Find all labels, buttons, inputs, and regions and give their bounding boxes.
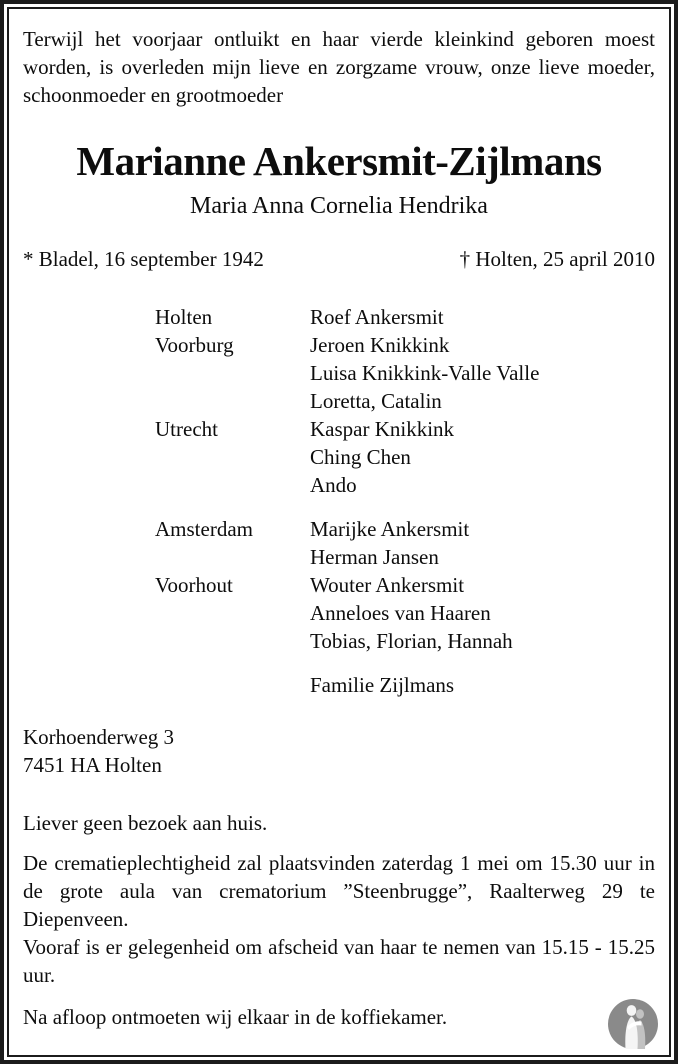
family-place: Voorburg xyxy=(155,333,234,357)
family-member-name: Luisa Knikkink-Valle Valle xyxy=(310,361,540,385)
family-place: Holten xyxy=(155,305,213,329)
family-member-name: Familie Zijlmans xyxy=(310,673,455,697)
family-place: Voorhout xyxy=(155,573,233,597)
family-row xyxy=(155,671,655,699)
family-member-name: Ando xyxy=(310,473,357,497)
family-member-name: Anneloes van Haaren xyxy=(310,601,491,625)
family-member-name: Roef Ankersmit xyxy=(310,305,444,329)
birth-death-dates-row xyxy=(23,245,655,273)
family-place xyxy=(155,627,310,655)
family-place: Utrecht xyxy=(155,417,218,441)
family-row xyxy=(155,415,655,443)
family-member-name: Wouter Ankersmit xyxy=(310,573,465,597)
family-place xyxy=(155,387,310,415)
death-date: † Holten, 25 april 2010 xyxy=(459,247,655,271)
family-list xyxy=(155,303,655,699)
family-place xyxy=(155,443,310,471)
family-member-name: Ching Chen xyxy=(310,445,411,469)
correspondence-address xyxy=(23,723,655,779)
family-row xyxy=(155,599,655,627)
family-place xyxy=(155,471,310,499)
closing-line: Na afloop ontmoeten wij elkaar in de koffiekamer. xyxy=(23,1005,448,1029)
obituary-inner-frame xyxy=(7,7,671,1057)
address-street: Korhoenderweg 3 xyxy=(23,725,175,749)
family-member-name: Jeroen Knikkink xyxy=(310,333,450,357)
embracing-figures-icon xyxy=(608,999,658,1049)
family-row xyxy=(155,515,655,543)
family-place xyxy=(155,599,310,627)
family-row xyxy=(155,331,655,359)
intro-paragraph: Terwijl het voorjaar ontluikt en haar vierde kleinkind geboren moest worden, is overleden mijn lieve en zorgzame vrouw, onze lieve moeder, schoonmoeder en grootmoeder xyxy=(23,27,655,107)
birth-date: * Bladel, 16 september 1942 xyxy=(23,247,264,271)
family-place xyxy=(155,671,310,699)
family-member-name: Marijke Ankersmit xyxy=(310,517,470,541)
deceased-name-title: Marianne Ankersmit-Zijlmans xyxy=(76,138,602,184)
family-row xyxy=(155,627,655,655)
family-row xyxy=(155,359,655,387)
family-row xyxy=(155,443,655,471)
family-place xyxy=(155,359,310,387)
farewell-time-details: Vooraf is er gelegenheid om afscheid van haar te nemen van 15.15 - 15.25 uur. xyxy=(23,935,655,987)
family-row xyxy=(155,471,655,499)
address-postal-city: 7451 HA Holten xyxy=(23,753,162,777)
family-row xyxy=(155,571,655,599)
no-visit-notice: Liever geen bezoek aan huis. xyxy=(23,811,268,835)
family-member-name: Tobias, Florian, Hannah xyxy=(310,629,513,653)
family-row xyxy=(155,303,655,331)
family-row xyxy=(155,543,655,571)
family-row xyxy=(155,387,655,415)
funeral-home-logo xyxy=(608,999,658,1049)
family-place: Amsterdam xyxy=(155,517,253,541)
full-given-names: Maria Anna Cornelia Hendrika xyxy=(190,193,488,219)
cremation-ceremony-details: De crematieplechtigheid zal plaatsvinden zaterdag 1 mei om 15.30 uur in de grote aula van crematorium ”Steenbrugge”, Raalterweg 29 te Diepenveen. xyxy=(23,851,655,931)
family-member-name: Herman Jansen xyxy=(310,545,439,569)
family-member-name: Loretta, Catalin xyxy=(310,389,442,413)
family-member-name: Kaspar Knikkink xyxy=(310,417,455,441)
family-place xyxy=(155,543,310,571)
